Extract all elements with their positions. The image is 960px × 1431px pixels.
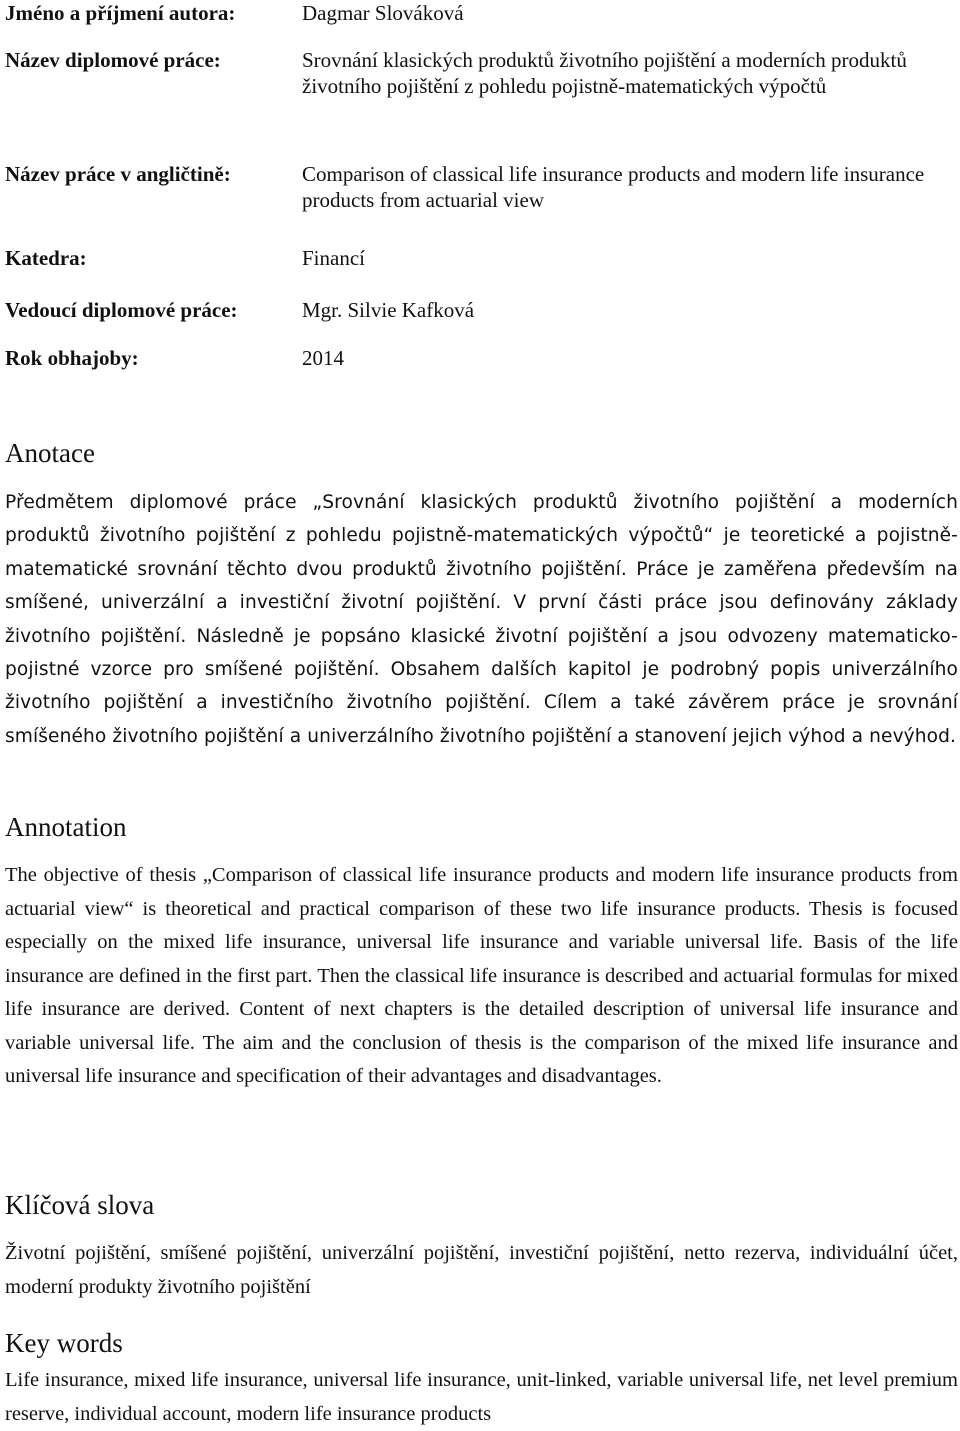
defense-year-label: Rok obhajoby: — [5, 346, 139, 370]
title-cz-label: Název diplomové práce: — [5, 48, 221, 72]
title-cz-value: Srovnání klasických produktů životního pojištění a moderních produktů životního pojištění z pohledu pojistně-matematických výpočtů — [302, 48, 907, 98]
title-en-label: Název práce v angličtině: — [5, 162, 231, 186]
annotation-section — [5, 811, 958, 843]
anotace-body — [5, 486, 958, 753]
author-value: Dagmar Slováková — [302, 1, 464, 25]
keywords-en-heading: Key words — [5, 1328, 123, 1358]
keywords-cz-body — [5, 1237, 958, 1304]
department-value: Financí — [302, 246, 365, 270]
annotation-body — [5, 859, 958, 1094]
keywords-cz-section — [5, 1189, 958, 1221]
supervisor-label: Vedoucí diplomové práce: — [5, 298, 238, 322]
anotace-text: Předmětem diplomové práce „Srovnání klasických produktů životního pojištění a moderních produktů životního pojištění z pohledu pojistně-matematických výpočtů“ je teoretické a pojistně-matematické srovnání těchto dvou produktů životního pojištění. Práce je zaměřena především na smíšené, univerzální a investiční životní pojištění. V první části práce jsou definovány základy životního pojištění. Následně je popsáno klasické životní pojištění a jsou odvozeny matematicko-pojistné vzorce pro smíšené pojištění. Obsahem dalších kapitol je podrobný popis univerzálního životního pojištění a investičního životního pojištění. Cílem a také závěrem práce je srovnání smíšeného životního pojištění a univerzálního životního pojištění a stanovení jejich výhod a nevýhod. — [5, 492, 958, 747]
keywords-cz-heading: Klíčová slova — [5, 1190, 155, 1220]
author-label: Jméno a příjmení autora: — [5, 1, 236, 25]
anotace-section — [5, 437, 958, 469]
keywords-cz-text: Životní pojištění, smíšené pojištění, univerzální pojištění, investiční pojištění, netto rezerva, individuální účet, moderní produkty životního pojištění — [5, 1242, 958, 1298]
title-en-value: Comparison of classical life insurance products and modern life insurance products from actuarial view — [302, 162, 925, 212]
supervisor-value: Mgr. Silvie Kafková — [302, 298, 475, 322]
keywords-en-text: Life insurance, mixed life insurance, universal life insurance, unit-linked, variable universal life, net level premium reserve, individual account, modern life insurance products — [5, 1369, 958, 1425]
defense-year-value: 2014 — [302, 346, 344, 370]
annotation-text: The objective of thesis „Comparison of classical life insurance products and modern life insurance products from actuarial view“ is theoretical and practical comparison of these two life insurance products. Thesis is focused especially on the mixed life insurance, universal life insurance and variable universal life. Basis of the life insurance are defined in the first part. Then the classical life insurance is described and actuarial formulas for mixed life insurance are derived. Content of next chapters is the detailed description of universal life insurance and variable universal life. The aim and the conclusion of thesis is the comparison of the mixed life insurance and universal life insurance and specification of their advantages and disadvantages. — [5, 864, 958, 1087]
keywords-en-section — [5, 1327, 958, 1359]
anotace-heading: Anotace — [5, 438, 95, 468]
department-label: Katedra: — [5, 246, 87, 270]
annotation-heading: Annotation — [5, 812, 127, 842]
keywords-en-body — [5, 1364, 958, 1431]
